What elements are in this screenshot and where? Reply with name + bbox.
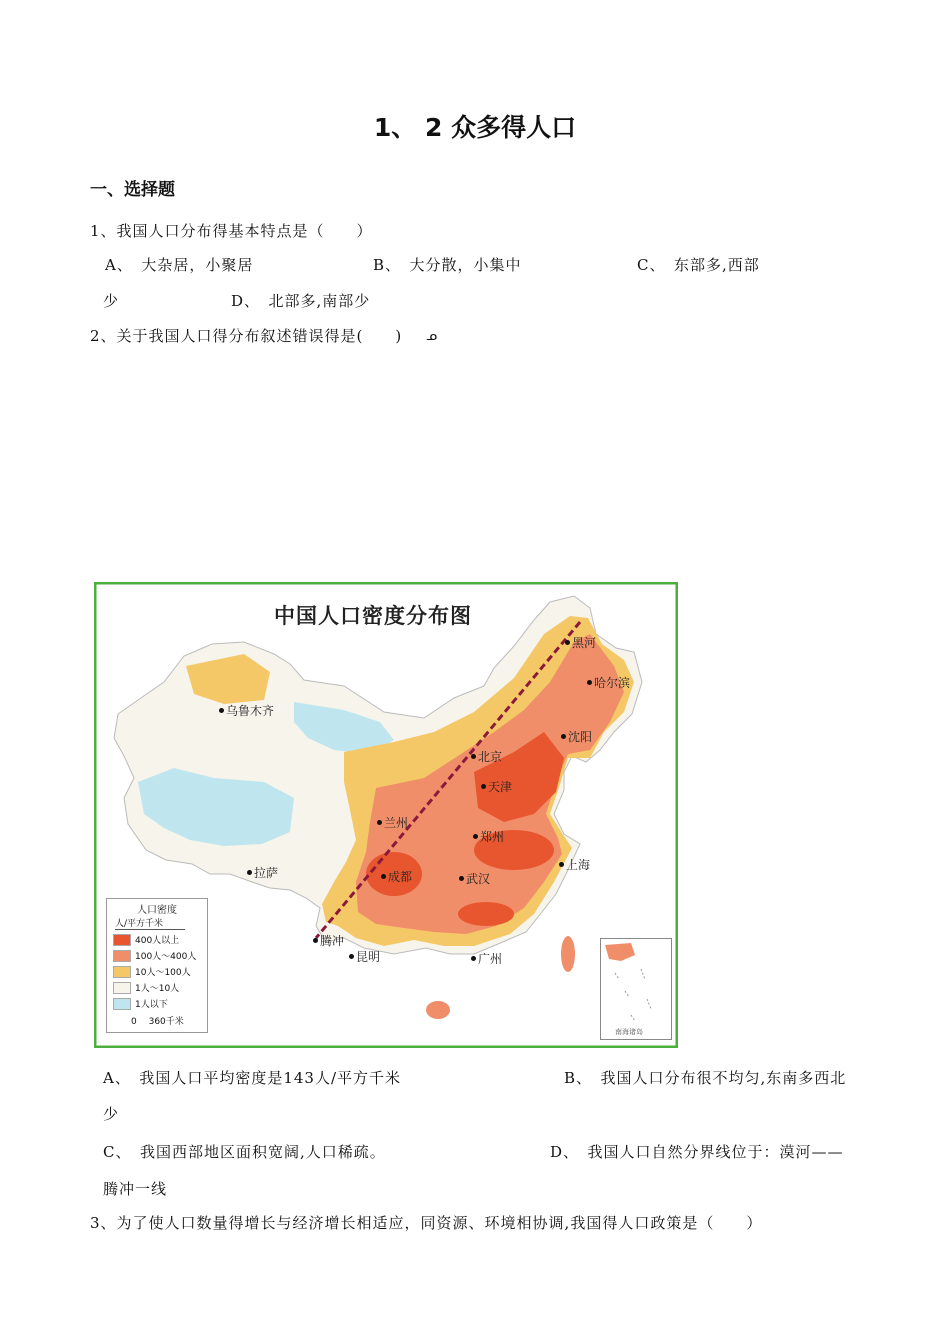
legend-item bbox=[113, 965, 207, 978]
question-1-option-a: A、 大杂居，小聚居 bbox=[105, 256, 254, 274]
population-density-map bbox=[94, 582, 678, 1048]
legend-label: 10人～100人 bbox=[135, 968, 191, 978]
question-2-option-d: D、 我国人口自然分界线位于：漠河—— bbox=[550, 1143, 844, 1161]
region-taiwan bbox=[561, 936, 575, 972]
page-title: 1、 2 众多得人口 bbox=[373, 113, 577, 142]
legend-swatch bbox=[113, 966, 131, 978]
question-2-option-c: C、 我国西部地区面积宽阔,人口稀疏。 bbox=[103, 1143, 386, 1161]
city-urumqi: 乌鲁木齐 bbox=[226, 704, 275, 718]
question-3-stem: 3、为了使人口数量得增长与经济增长相适应，同资源、环境相协调,我国得人口政策是（ ） bbox=[90, 1214, 763, 1232]
legend-item bbox=[113, 933, 207, 946]
legend-label: 1人～10人 bbox=[135, 984, 180, 994]
legend-item bbox=[113, 981, 207, 994]
legend-item bbox=[113, 949, 207, 962]
south-china-sea-inset bbox=[600, 938, 672, 1040]
legend-title: 人口密度 bbox=[137, 905, 177, 916]
inset-svg bbox=[601, 939, 671, 1039]
legend-scale: 0 360千米 bbox=[131, 1017, 184, 1027]
question-1-option-d: D、 北部多,南部少 bbox=[231, 292, 371, 310]
legend-unit: 人/平方千米 bbox=[115, 916, 185, 930]
region-over-400-south bbox=[458, 902, 514, 926]
city-tianjin: 天津 bbox=[488, 780, 513, 794]
question-1-option-c: C、 东部多,西部 bbox=[637, 256, 760, 274]
city-zhengzhou: 郑州 bbox=[480, 830, 505, 844]
city-tengchong: 腾冲 bbox=[320, 934, 345, 948]
question-2-stem: 2、关于我国人口得分布叙述错误得是( ) bbox=[90, 327, 403, 345]
section-heading: 一、选择题 bbox=[90, 180, 175, 200]
legend-item bbox=[113, 997, 207, 1010]
legend-swatch bbox=[113, 934, 131, 946]
question-1-option-c-continued: 少 bbox=[103, 292, 120, 310]
caret-mark-icon: ᓄ bbox=[426, 329, 438, 344]
question-2-option-a: A、 我国人口平均密度是143人/平方千米 bbox=[103, 1069, 402, 1087]
legend-label: 1人以下 bbox=[135, 1000, 168, 1010]
region-hainan bbox=[426, 1001, 450, 1019]
city-heihe: 黑河 bbox=[572, 636, 597, 650]
city-shenyang: 沈阳 bbox=[568, 730, 593, 744]
question-2-option-b: B、 我国人口分布很不均匀,东南多西北 bbox=[564, 1069, 847, 1087]
map-legend bbox=[106, 898, 208, 1033]
question-2-option-b-continued: 少 bbox=[103, 1105, 120, 1123]
city-beijing: 北京 bbox=[478, 750, 503, 764]
map-title: 中国人口密度分布图 bbox=[274, 604, 472, 628]
city-lanzhou: 兰州 bbox=[384, 816, 409, 830]
city-kunming: 昆明 bbox=[356, 950, 381, 964]
city-wuhan: 武汉 bbox=[466, 872, 491, 886]
legend-swatch bbox=[113, 982, 131, 994]
legend-label: 100人～400人 bbox=[135, 952, 197, 962]
legend-label: 400人以上 bbox=[135, 936, 180, 946]
inset-label: 南海诸岛 bbox=[615, 1028, 643, 1036]
city-harbin: 哈尔滨 bbox=[594, 676, 631, 690]
city-guangzhou: 广州 bbox=[478, 952, 503, 966]
city-shanghai: 上海 bbox=[566, 858, 591, 872]
city-chengdu: 成都 bbox=[388, 870, 413, 884]
question-1-stem: 1、我国人口分布得基本特点是（ ） bbox=[90, 222, 373, 240]
city-lhasa: 拉萨 bbox=[254, 866, 279, 880]
question-2-option-d-continued: 腾冲一线 bbox=[103, 1180, 168, 1198]
legend-swatch bbox=[113, 998, 131, 1010]
legend-swatch bbox=[113, 950, 131, 962]
question-1-option-b: B、 大分散，小集中 bbox=[373, 256, 522, 274]
